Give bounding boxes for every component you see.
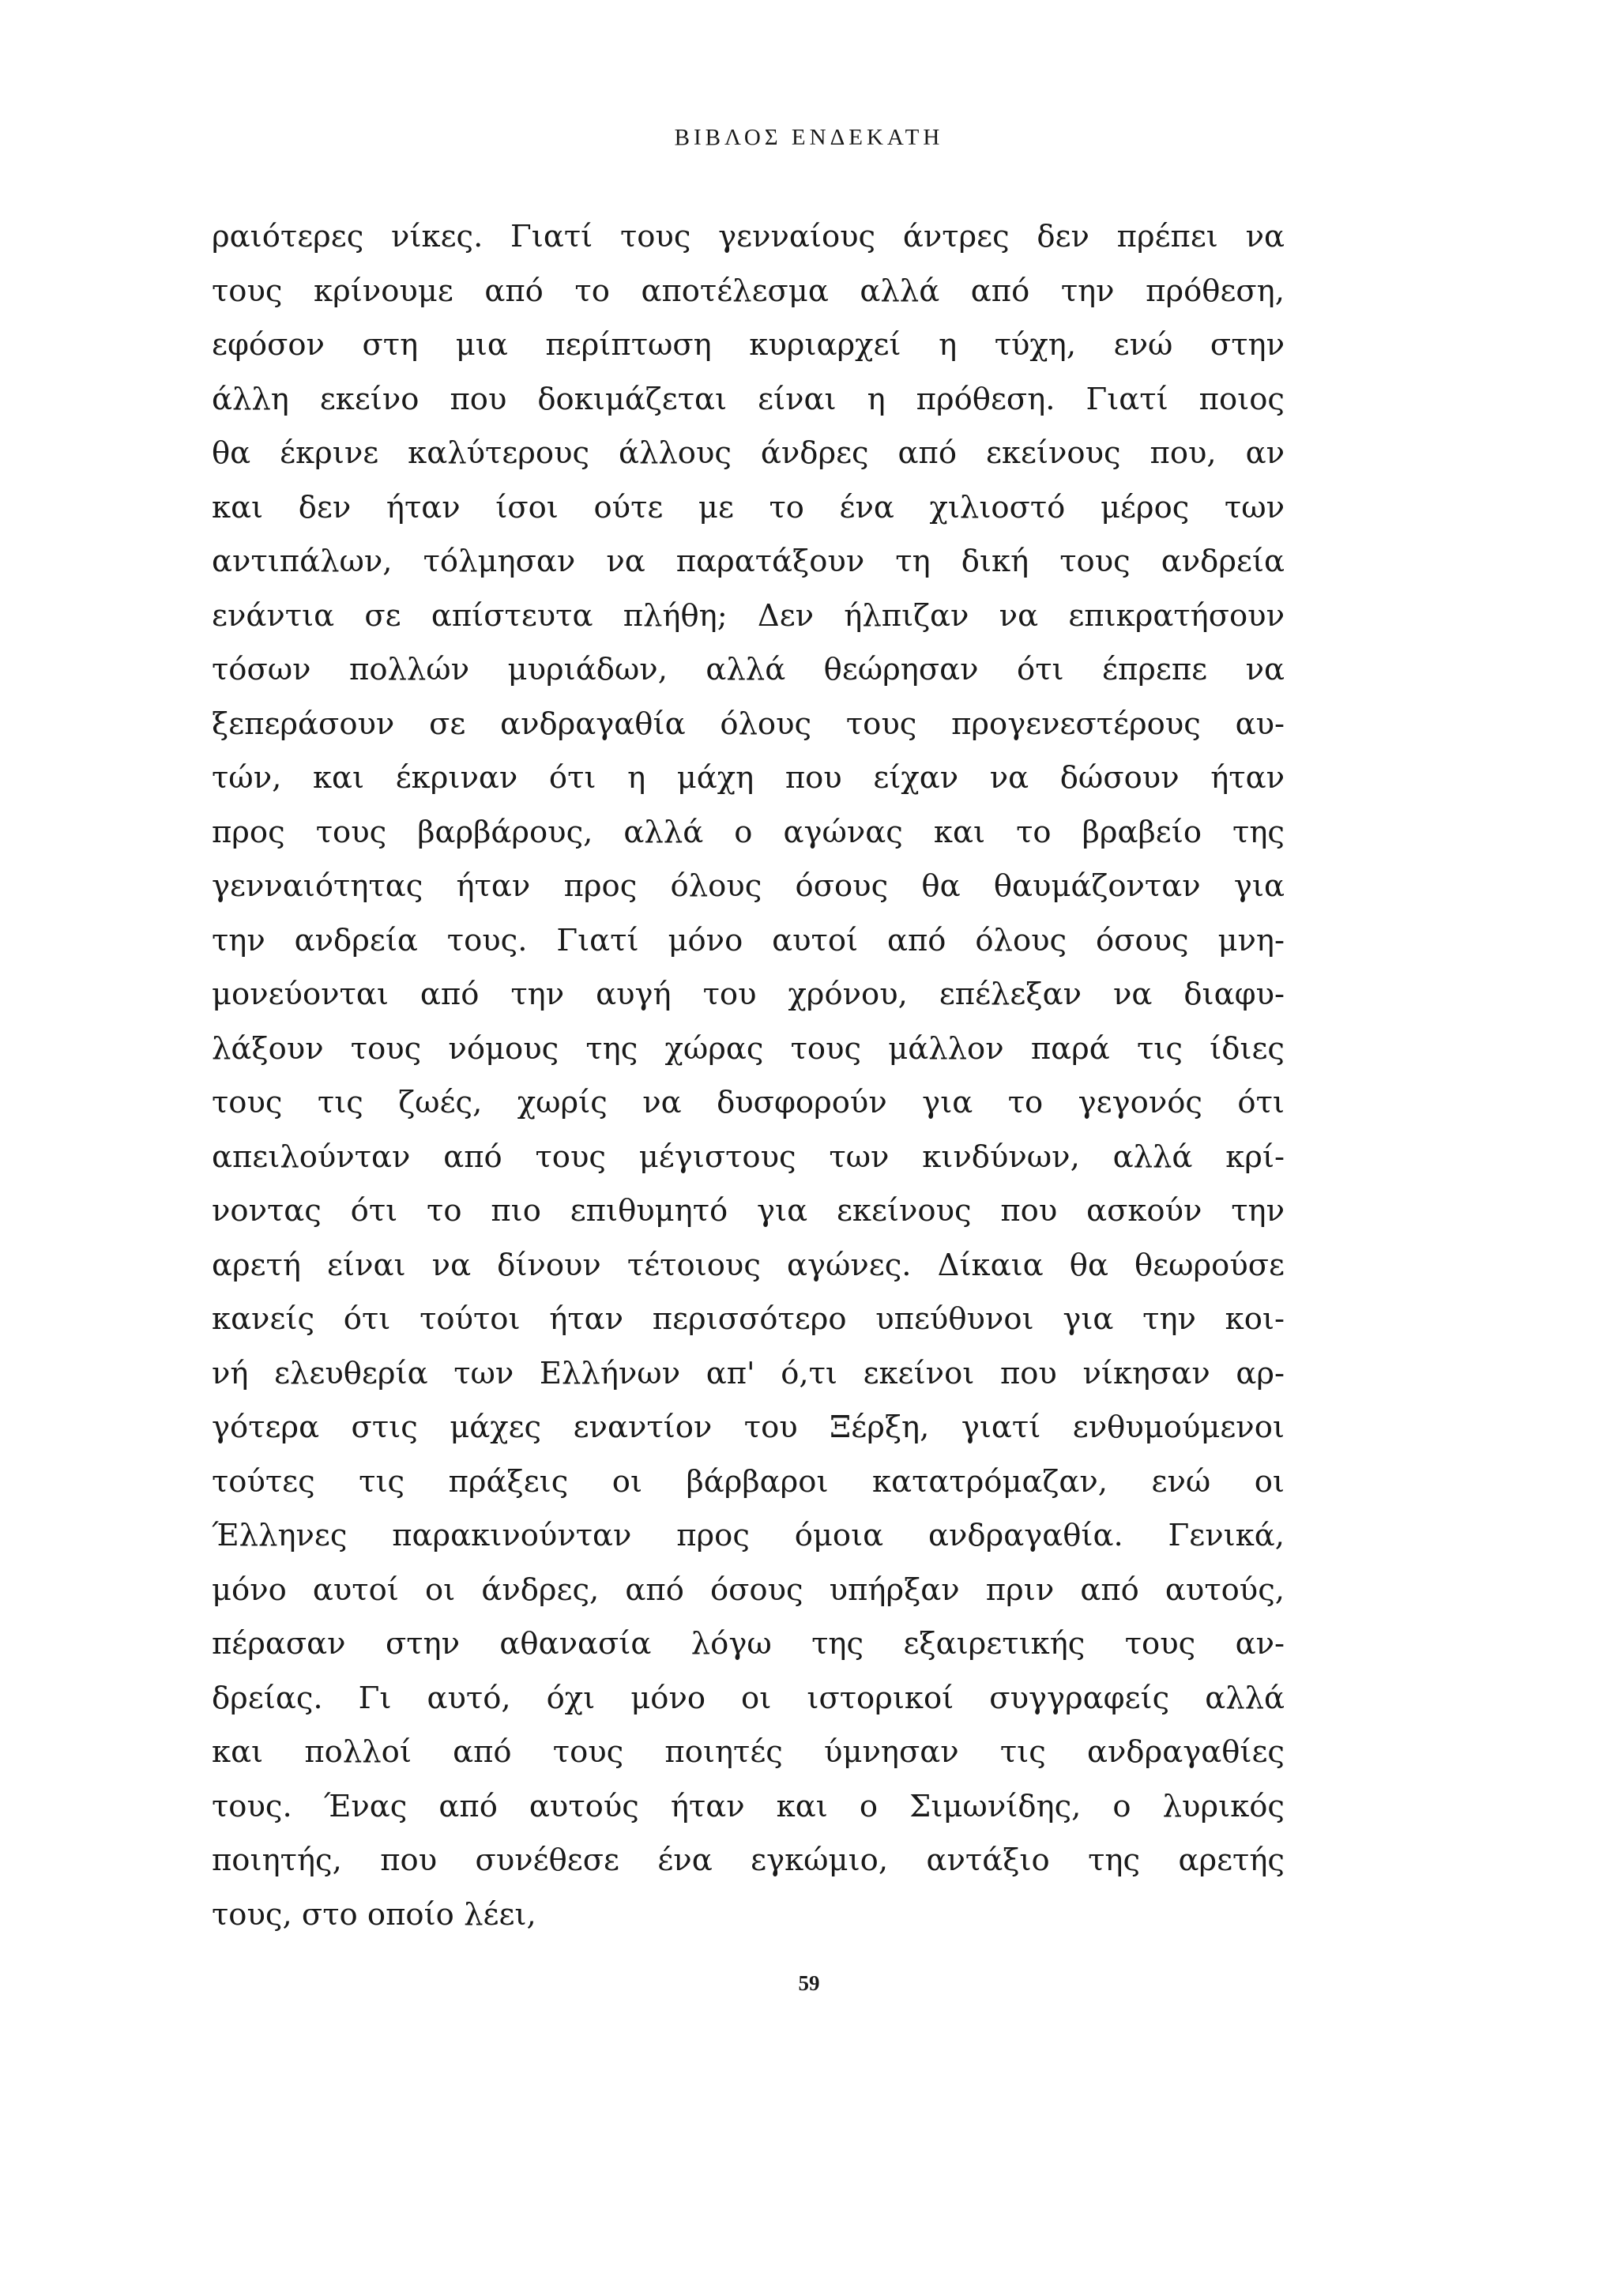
text-line: αρετή είναι να δίνουν τέτοιους αγώνες. Δίκαια θα θεωρούσε [212,1247,1285,1283]
text-line: ενάντια σε απίστευτα πλήθη; Δεν ήλπιζαν να επικρατήσουν [212,597,1285,634]
page-number: 59 [798,1971,820,1995]
text-line: νοντας ότι το πιο επιθυμητό για εκείνους που ασκούν την [212,1193,1285,1229]
text-line: ξεπεράσουν σε ανδραγαθία όλους τους προγενεστέρους αυ- [212,706,1285,742]
body-text [212,210,1285,1942]
text-line: τους τις ζωές, χωρίς να δυσφορούν για το γεγονός ότι [212,1085,1285,1120]
text-line: θα έκρινε καλύτερους άλλους άνδρες από εκείνους που, αν [212,435,1285,471]
text-line: κανείς ότι τούτοι ήταν περισσότερο υπεύθυνοι για την κοι- [212,1301,1285,1337]
text-line: τους κρίνουμε από το αποτέλεσμα αλλά από την πρόθεση, [212,273,1285,309]
text-line: προς τους βαρβάρους, αλλά ο αγώνας και το βραβείο της [212,814,1285,850]
text-line: ραιότερες νίκες. Γιατί τους γενναίους άντρες δεν πρέπει να [212,219,1285,254]
text-line: μόνο αυτοί οι άνδρες, από όσους υπήρξαν πριν από αυτούς, [212,1571,1285,1608]
text-line: απειλούνταν από τους μέγιστους των κινδύνων, αλλά κρί- [212,1139,1285,1175]
text-line: και πολλοί από τους ποιητές ύμνησαν τις ανδραγαθίες [212,1734,1285,1770]
text-line: Έλληνες παρακινούνταν προς όμοια ανδραγαθία. Γενικά, [212,1518,1285,1553]
text-line: τούτες τις πράξεις οι βάρβαροι κατατρόμαζαν, ενώ οι [212,1463,1285,1500]
text-line: αντιπάλων, τόλμησαν να παρατάξουν τη δική τους ανδρεία [212,544,1285,579]
text-line: τόσων πολλών μυριάδων, αλλά θεώρησαν ότι έπρεπε να [212,652,1285,687]
text-line: άλλη εκείνο που δοκιμάζεται είναι η πρόθεση. Γιατί ποιος [212,381,1285,417]
text-line: και δεν ήταν ίσοι ούτε με το ένα χιλιοστό μέρος των [212,489,1285,525]
text-line: εφόσον στη μια περίπτωση κυριαρχεί η τύχη, ενώ στην [212,327,1285,363]
text-line: λάξουν τους νόμους της χώρας τους μάλλον παρά τις ίδιες [212,1030,1285,1067]
text-line: νή ελευθερία των Ελλήνων απ' ό,τι εκείνοι που νίκησαν αρ- [212,1355,1285,1391]
running-head: ΒΙΒΛΟΣ ΕΝΔΕΚΑΤΗ [674,125,944,150]
text-line: την ανδρεία τους. Γιατί μόνο αυτοί από όλους όσους μνη- [212,922,1285,958]
text-line: γενναιότητας ήταν προς όλους όσους θα θαυμάζονταν για [212,868,1285,904]
text-line: τους, στο οποίο λέει, [212,1896,536,1933]
text-line: δρείας. Γι αυτό, όχι μόνο οι ιστορικοί συγγραφείς αλλά [212,1680,1285,1716]
text-line: μονεύονται από την αυγή του χρόνου, επέλεξαν να διαφυ- [212,977,1285,1012]
text-line: ποιητής, που συνέθεσε ένα εγκώμιο, αντάξιο της αρετής [212,1842,1285,1878]
text-line: γότερα στις μάχες εναντίον του Ξέρξη, γιατί ενθυμούμενοι [212,1410,1285,1445]
text-line: τους. Ένας από αυτούς ήταν και ο Σιμωνίδης, ο λυρικός [212,1788,1285,1824]
text-line: τών, και έκριναν ότι η μάχη που είχαν να δώσουν ήταν [212,760,1285,796]
text-line: πέρασαν στην αθανασία λόγω της εξαιρετικής τους αν- [212,1626,1285,1662]
